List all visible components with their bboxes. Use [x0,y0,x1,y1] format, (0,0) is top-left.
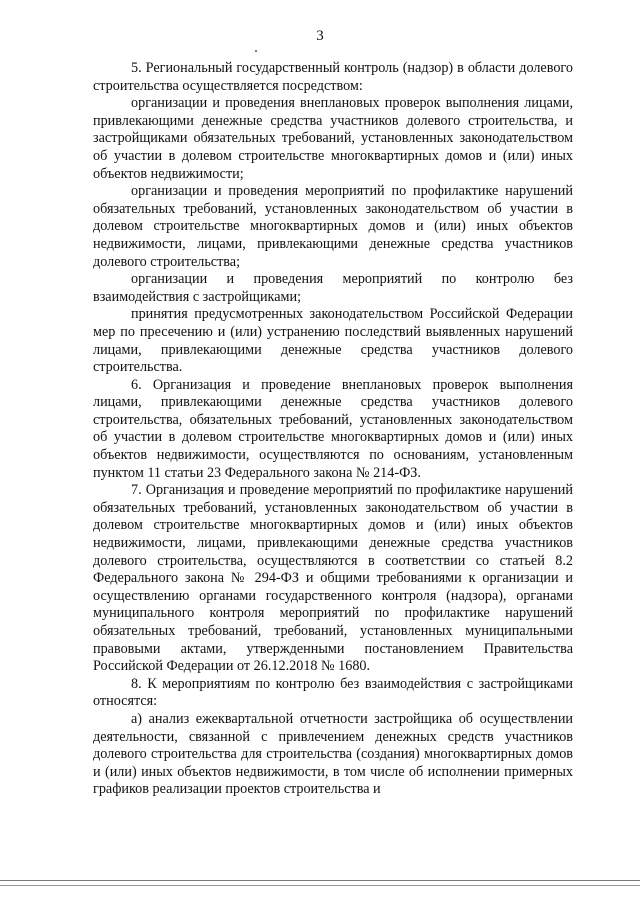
paragraph-5-item-2: организации и проведения мероприятий по профилактике нарушений обязательных требований, установленных законодательством об участии в долевом строительстве многоквартирных домов и (или) иных объектов недвижимости, лицами, привлекающими денежные средства участников долевого строительства; [93,183,573,270]
scan-speck [255,50,257,52]
paragraph-8-item-a: а) анализ ежеквартальной отчетности застройщика об осуществлении деятельности, связанной с привлечением денежных средств участников долевого строительства для строительства (создания) многоквартирных домов и (или) иных объектов недвижимости, в том числе об исполнении примерных графиков реализации проектов строительства и [93,710,573,798]
paragraph-5-item-1: организации и проведения внеплановых проверок выполнения лицами, привлекающими денежные средства участников долевого строительства, и застройщиками обязательных требований, установленных законодательством об участии в долевом строительстве многоквартирных домов и (или) иных объектов недвижимости; [93,95,573,182]
paragraph-8-intro: 8. К мероприятиям по контролю без взаимодействия с застройщиками относятся: [93,675,573,710]
paragraph-7: 7. Организация и проведение мероприятий по профилактике нарушений обязательных требований, установленных законодательством об участии в долевом строительстве многоквартирных домов и (или) иных объектов недвижимости, лицами, привлекающими денежные средства участников долевого строительства, осуществляются в соответствии со статьей 8.2 Федерального закона № 294-ФЗ и общими требованиями к организации и осуществлению органами государственного контроля (надзора), органами муниципального контроля мероприятий по профилактике нарушений обязательных требований, требований, установленных муниципальными правовыми актами, утвержденными постановлением Правительства Российской Федерации от 26.12.2018 № 1680. [93,482,573,675]
scan-border-line-lower [0,885,640,886]
page-number: 3 [316,28,324,44]
paragraph-6: 6. Организация и проведение внеплановых проверок выполнения лицами, привлекающими денежные средства участников долевого строительства, обязательных требований, установленных законодательством об участии в долевом строительстве многоквартирных домов и (или) иных объектов недвижимости, осуществляются по основаниям, установленным пунктом 11 статьи 23 Федерального закона № 214-ФЗ. [93,376,573,481]
scan-border-line [0,880,640,881]
paragraph-5-intro: 5. Региональный государственный контроль (надзор) в области долевого строительства осуществляется посредством: [93,60,573,94]
paragraph-5-item-3: организации и проведения мероприятий по контролю без взаимодействия с застройщиками; [93,271,573,305]
paragraph-5-item-4: принятия предусмотренных законодательством Российской Федерации мер по пресечению и (или) устранению последствий выявленных нарушений лицами, привлекающими денежные средства участников долевого строительства. [93,306,573,376]
document-body [93,60,573,799]
